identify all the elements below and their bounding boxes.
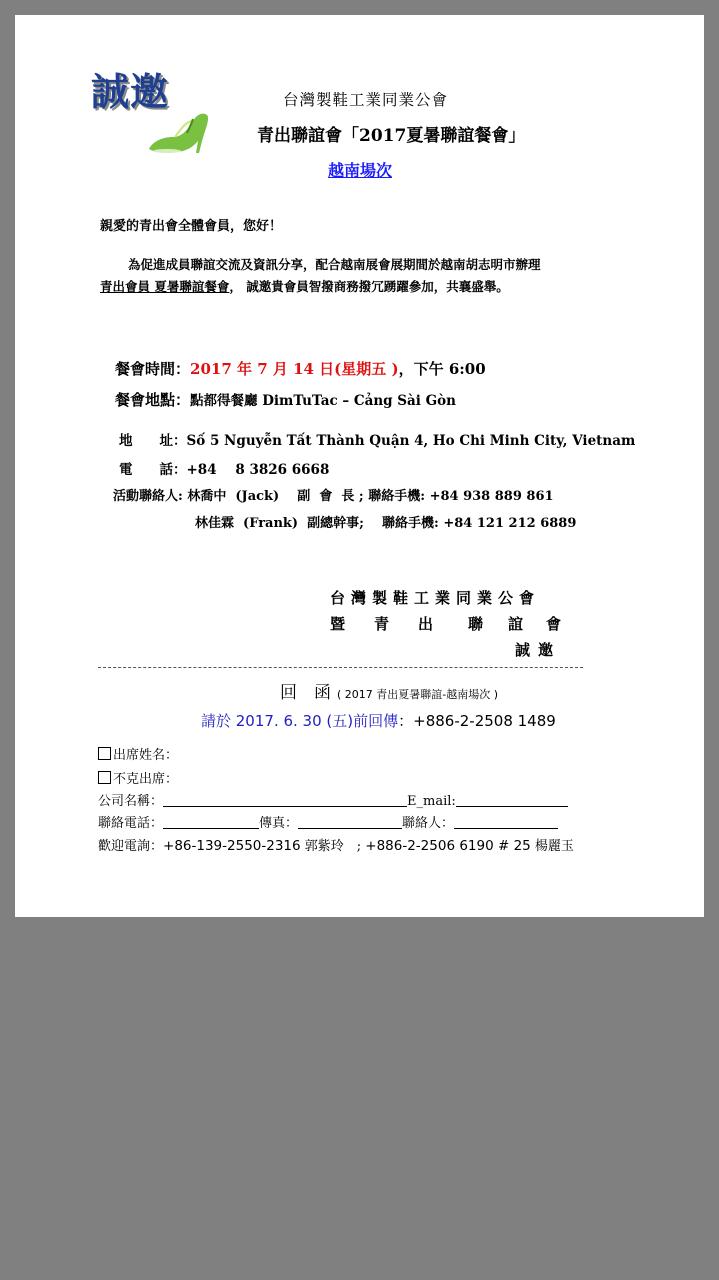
- paragraph-line-1: 為促進成員聯誼交流及資訊分享，配合越南展會展期間於越南胡志明市辦理: [128, 257, 541, 272]
- phone-value: +84 8 3826 6668: [186, 462, 330, 478]
- fax-label: 傳真：: [259, 816, 299, 831]
- contact-row-2: 林佳霖 (Frank) 副總幹事; 聯絡手機: +84 121 212 6889: [195, 516, 577, 531]
- attend-row[interactable]: [98, 744, 178, 763]
- document-page: [15, 15, 704, 917]
- contact-1: 林喬中 (Jack) 副 會 長 ; 聯絡手機: +84 938 889 861: [182, 489, 554, 504]
- inquiry-name-1: 郭紫玲: [300, 839, 344, 854]
- deadline-text: 請於 2017. 6. 30 (五)前回傳: [201, 712, 399, 730]
- address-value: Số 5 Nguyễn Tất Thành Quận 4, Ho Chi Minh City, Vietnam: [186, 433, 636, 449]
- place-value: 點都得餐廳 DimTuTac – Cảng Sài Gòn: [190, 393, 456, 409]
- signature-club: 暨 青 出 聯 誼 會: [330, 615, 562, 633]
- contact-row-1: [113, 485, 554, 504]
- contact-person-label: 聯絡人：: [402, 816, 455, 831]
- absent-row[interactable]: [98, 768, 178, 787]
- time-suffix: ，下午 6:00: [398, 360, 486, 378]
- company-label: 公司名稱：: [98, 794, 164, 809]
- event-title: 青出聯誼會「2017夏暑聯誼餐會」: [257, 126, 526, 146]
- phone-fax-row: [98, 812, 558, 831]
- attend-label: 出席姓名：: [113, 748, 179, 763]
- session-link[interactable]: 越南場次: [328, 161, 393, 180]
- company-row: [98, 790, 568, 809]
- inquiry-label: 歡迎電詢：: [98, 839, 164, 854]
- greeting: 親愛的青出會全體會員，您好！: [100, 219, 283, 234]
- paragraph-line-2: [100, 277, 509, 295]
- absent-checkbox[interactable]: [98, 771, 111, 784]
- address-label: 地 址：: [119, 433, 187, 449]
- phone-label: 電 話：: [119, 462, 187, 478]
- green-high-heel-shoe-icon: [147, 111, 211, 157]
- reply-deadline: [201, 710, 556, 731]
- contact-label: 活動聯絡人:: [113, 489, 183, 504]
- place-label: 餐會地點：: [115, 391, 191, 409]
- company-field[interactable]: [163, 794, 407, 807]
- inquiry-row: [98, 835, 574, 854]
- cut-line-divider: [98, 667, 583, 668]
- inquiry-phone-1: +86-139-2550-2316: [163, 838, 301, 854]
- fax-field[interactable]: [298, 816, 402, 829]
- reply-fax: ：+886-2-2508 1489: [398, 712, 556, 730]
- reply-subtitle: ( 2017 青出夏暑聯誼-越南場次 ): [337, 688, 499, 701]
- dinner-time-row: [115, 358, 486, 379]
- phone-row: [119, 458, 329, 478]
- signature-org: 台灣製鞋工業同業公會: [330, 589, 541, 607]
- inquiry-separator: ;: [343, 839, 366, 854]
- invite-title: 誠邀: [91, 69, 170, 114]
- inquiry-name-2: 楊麗玉: [530, 839, 574, 854]
- time-value: 2017 年 7 月 14 日(星期五 ): [190, 360, 399, 378]
- form-phone-label: 聯絡電話：: [98, 816, 164, 831]
- paragraph-line-2-rest: ， 誠邀貴會員智撥商務撥冗踴躍參加，共襄盛舉。: [229, 279, 509, 294]
- attend-checkbox[interactable]: [98, 747, 111, 760]
- organizer-name: 台灣製鞋工業同業公會: [283, 91, 449, 109]
- address-row: [119, 429, 635, 449]
- phone-field[interactable]: [163, 816, 259, 829]
- email-label: E_mail:: [407, 794, 456, 809]
- event-highlight: 青出會員 夏暑聯誼餐會: [100, 279, 230, 294]
- dinner-place-row: [115, 389, 456, 410]
- reply-title: 回 函 ( 2017 青出夏暑聯誼-越南場次 ): [280, 683, 499, 703]
- email-field[interactable]: [456, 794, 568, 807]
- contact-person-field[interactable]: [454, 816, 558, 829]
- time-label: 餐會時間：: [115, 360, 191, 378]
- signature-invite: 誠邀: [515, 641, 562, 659]
- absent-label: 不克出席：: [113, 772, 179, 787]
- inquiry-phone-2: +886-2-2506 6190 # 25: [365, 838, 531, 854]
